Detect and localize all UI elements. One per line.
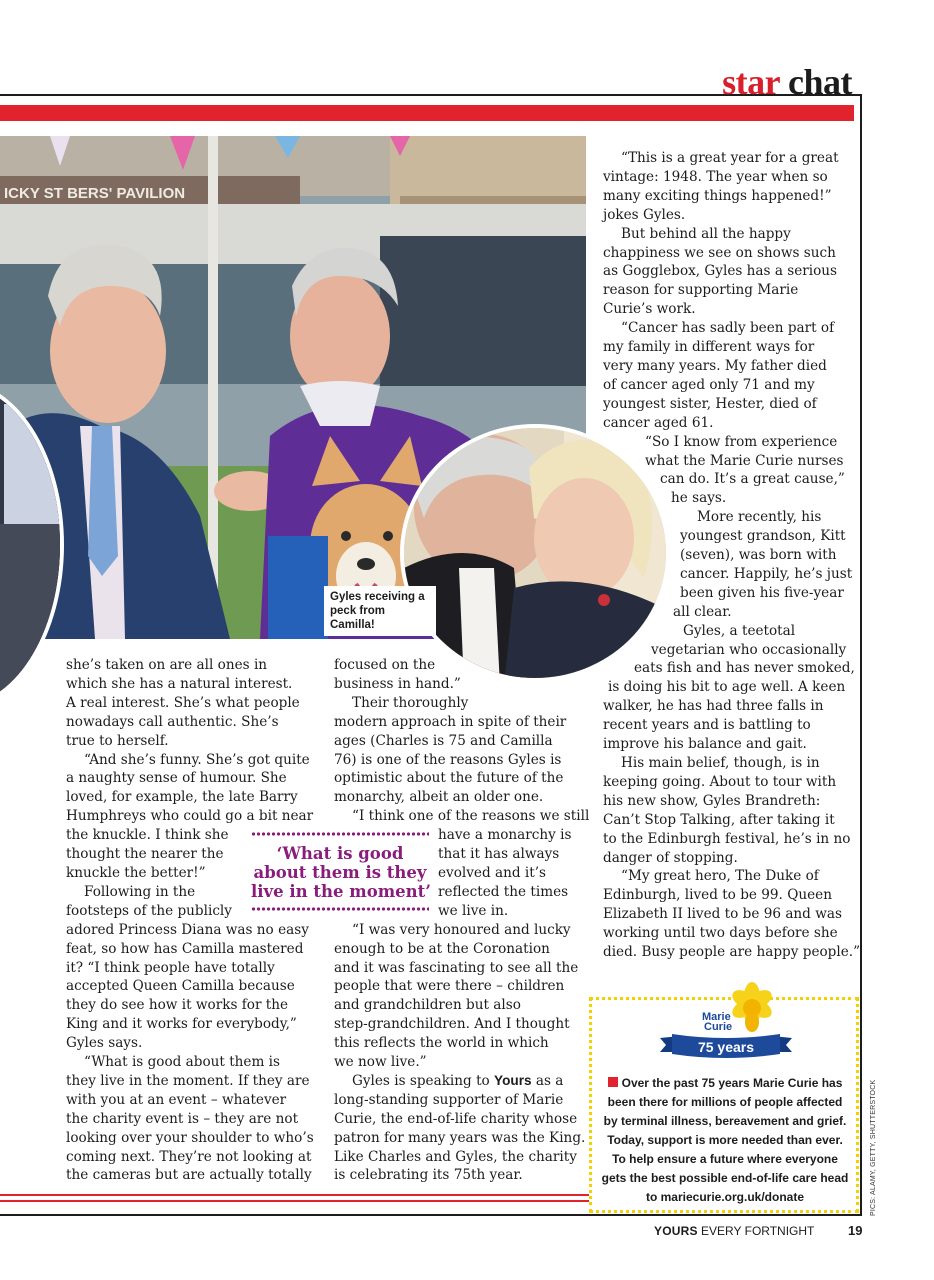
column-1-line: looking over your shoulder to who’s xyxy=(66,1129,314,1146)
column-3-line: jokes Gyles. xyxy=(603,206,686,223)
pull-quote-line: about them is they xyxy=(253,863,427,882)
marie-curie-text-line: been there for millions of people affected xyxy=(607,1095,843,1109)
column-2-line-end: as a xyxy=(531,1072,564,1089)
section-title xyxy=(722,62,852,102)
column-1-line: Humphreys who could go a bit near xyxy=(66,808,314,825)
column-2-line: business in hand.” xyxy=(334,675,461,692)
column-3-line: “Cancer has sadly been part of xyxy=(621,320,835,337)
column-2-line: monarchy, albeit an older one. xyxy=(334,789,544,806)
column-3-line: is doing his bit to age well. A keen xyxy=(608,679,846,696)
marie-curie-text-line: To help ensure a future where everyone xyxy=(612,1152,838,1166)
column-3-line: Curie’s work. xyxy=(603,301,696,318)
column-3-line: to the Edinburgh festival, he’s in no xyxy=(603,830,851,847)
pavilion-banner-text: ICKY ST BERS' PAVILION xyxy=(4,185,186,202)
column-2-line: is celebrating its 75th year. xyxy=(334,1167,523,1184)
column-2-line: that it has always xyxy=(438,846,560,863)
article-column-3 xyxy=(603,149,861,962)
column-2-line: and grandchildren but also xyxy=(334,997,521,1014)
article-column-1 xyxy=(66,656,312,1185)
section-title-star: star xyxy=(722,62,780,102)
column-3-line: of cancer aged only 71 and my xyxy=(603,376,815,393)
column-2-line: patron for many years was the King. xyxy=(334,1129,586,1146)
column-3-line: (seven), was born with xyxy=(680,547,837,564)
column-3-line: vintage: 1948. The year when so xyxy=(603,168,828,185)
marie-curie-daffodil-logo xyxy=(646,970,806,1078)
column-2-line: evolved and it’s xyxy=(438,864,546,881)
marie-curie-ribbon-text: 75 years xyxy=(697,1039,755,1055)
column-1-line: “What is good about them is xyxy=(84,1054,281,1071)
column-3-line: eats fish and has never smoked, xyxy=(634,660,855,677)
column-1-line: she’s taken on are all ones in xyxy=(66,657,268,673)
bottom-red-rules xyxy=(0,1194,589,1208)
column-3-line: “My great hero, The Duke of xyxy=(621,868,819,885)
column-3-line: Gyles, a teetotal xyxy=(683,622,796,639)
column-2-line: modern approach in spite of their xyxy=(334,713,567,730)
column-1-line: it? “I think people have totally xyxy=(66,959,275,976)
photo-caption: Gyles receiving a peck from Camilla! xyxy=(324,586,436,636)
column-3-line: reason for supporting Marie xyxy=(603,282,799,299)
header-rule xyxy=(0,94,704,96)
column-1-line: nowadays call authentic. She’s xyxy=(66,713,279,730)
column-3-line: all clear. xyxy=(673,603,732,620)
column-1-line: the cameras but are actually totally xyxy=(66,1167,312,1184)
yours-magazine-name: Yours xyxy=(494,1072,532,1088)
marie-curie-donate-url[interactable]: to mariecurie.org.uk/donate xyxy=(645,1190,805,1204)
column-2-line-start: Gyles is speaking to xyxy=(352,1072,495,1089)
column-2-line: reflected the times xyxy=(438,883,569,900)
column-3-line: cancer. Happily, he’s just xyxy=(680,565,853,582)
column-3-line: Can’t Stop Talking, after taking it xyxy=(603,811,835,828)
column-2-line: Their thoroughly xyxy=(352,694,469,711)
footer-brand: YOURS xyxy=(654,1224,698,1238)
bottom-red-rule-1 xyxy=(0,1194,589,1196)
column-3-line: he says. xyxy=(671,490,727,507)
column-3-line: working until two days before she xyxy=(603,925,838,942)
column-2-line: have a monarchy is xyxy=(438,827,572,844)
marie-curie-appeal-text xyxy=(600,1074,850,1207)
page-number: 19 xyxy=(848,1223,863,1238)
column-3-line: as Gogglebox, Gyles has a serious xyxy=(603,263,838,280)
column-2-line-yours xyxy=(334,1072,584,1091)
column-1-line: with you at an event – whatever xyxy=(66,1091,287,1108)
column-3-line: very many years. My father died xyxy=(603,357,827,374)
column-1-line: which she has a natural interest. xyxy=(66,675,293,692)
column-3-line: his new show, Gyles Brandreth: xyxy=(603,792,821,809)
column-1-line: the charity event is – they are not xyxy=(66,1110,299,1127)
column-1-line: A real interest. She’s what people xyxy=(66,694,300,711)
pull-quote xyxy=(251,832,432,911)
column-3-line: keeping going. About to tour with xyxy=(603,773,837,790)
column-2-line: 76) is one of the reasons Gyles is xyxy=(334,751,562,768)
marie-curie-logo-line2: Curie xyxy=(704,1021,733,1033)
column-3-line: More recently, his xyxy=(697,509,822,526)
column-1-line: coming next. They’re not looking at xyxy=(66,1148,312,1165)
column-3-line: Elizabeth II lived to be 96 and was xyxy=(603,906,842,923)
column-2-line: and it was fascinating to see all the xyxy=(334,959,579,976)
pull-quote-text xyxy=(251,836,432,907)
column-2-line: “I think one of the reasons we still xyxy=(352,808,590,825)
column-1-line: “And she’s funny. She’s got quite xyxy=(84,751,310,768)
column-2-line: we now live.” xyxy=(334,1054,427,1071)
column-3-line: vegetarian who occasionally xyxy=(651,641,847,658)
marie-curie-donation-box xyxy=(589,997,859,1213)
column-3-line: can do. It’s a great cause,” xyxy=(660,471,845,488)
column-3-line: walker, he has had three falls in xyxy=(603,698,824,715)
column-2-line: step-grandchildren. And I thought xyxy=(334,1016,570,1033)
column-3-line: died. Busy people are happy people.” xyxy=(603,944,861,961)
pull-quote-dots-bottom xyxy=(251,907,429,911)
pull-quote-line: ‘What is good xyxy=(276,844,404,863)
column-3-line: danger of stopping. xyxy=(603,849,738,866)
section-title-chat: chat xyxy=(788,62,852,102)
photo-credit-text: PICS: ALAMY, GETTY, SHUTTERSTOCK xyxy=(870,1079,877,1216)
column-3-line: His main belief, though, is in xyxy=(621,755,820,771)
marie-curie-text-line xyxy=(600,1074,850,1093)
column-1-line: King and it works for everybody,” xyxy=(66,1016,297,1033)
column-2-line: people that were there – children xyxy=(334,978,565,995)
column-3-line: recent years and is battling to xyxy=(603,717,811,734)
column-1-line: they do see how it works for the xyxy=(66,997,289,1014)
page-footer xyxy=(654,1224,814,1238)
red-square-bullet-icon xyxy=(608,1077,618,1087)
column-1-line: feat, so how has Camilla mastered xyxy=(66,940,304,957)
column-3-line: But behind all the happy xyxy=(621,225,791,242)
column-1-line: thought the nearer the xyxy=(66,846,224,863)
column-1-line: knuckle the better!” xyxy=(66,864,206,881)
column-3-line: “So I know from experience xyxy=(645,433,838,450)
frame-bottom-rule xyxy=(0,1214,862,1216)
column-2-line: enough to be at the Coronation xyxy=(334,940,550,957)
column-3-line: many exciting things happened!” xyxy=(603,187,832,204)
marie-curie-text-line: Today, support is more needed than ever. xyxy=(607,1133,843,1147)
column-3-line: Edinburgh, lived to be 99. Queen xyxy=(603,887,832,904)
pull-quote-line: live in the moment’ xyxy=(251,882,432,901)
column-1-line: they live in the moment. If they are xyxy=(66,1072,310,1089)
column-1-line: true to herself. xyxy=(66,732,169,749)
column-3-line: youngest grandson, Kitt xyxy=(680,528,846,545)
marie-curie-text-first: Over the past 75 years Marie Curie has xyxy=(621,1076,843,1090)
column-3-line: youngest sister, Hester, died of xyxy=(603,395,817,412)
photo-credit xyxy=(866,1079,884,1216)
column-3-line: been given his five-year xyxy=(680,584,844,601)
column-1-line: the knuckle. I think she xyxy=(66,827,229,844)
column-1-line: a naughty sense of humour. She xyxy=(66,770,287,787)
marie-curie-text-line: gets the best possible end-of-life care head xyxy=(601,1171,849,1185)
column-1-line: loved, for example, the late Barry xyxy=(66,789,298,806)
column-2-line: optimistic about the future of the xyxy=(334,770,564,787)
column-2-line: Like Charles and Gyles, the charity xyxy=(334,1148,577,1165)
column-3-line: cancer aged 61. xyxy=(603,414,714,431)
marie-curie-logo-line1: Marie xyxy=(702,1011,731,1023)
article-column-2 xyxy=(334,656,590,1185)
footer-tagline: EVERY FORTNIGHT xyxy=(701,1224,815,1238)
column-2-line: Curie, the end-of-life charity whose xyxy=(334,1110,578,1127)
column-1-line: adored Princess Diana was no easy xyxy=(66,921,309,938)
column-3-line: chappiness we see on shows such xyxy=(603,244,836,261)
frame-right-rule xyxy=(860,94,862,1216)
bottom-red-rule-2 xyxy=(0,1200,589,1202)
column-2-line: this reflects the world in which xyxy=(334,1035,549,1052)
column-2-line: ages (Charles is 75 and Camilla xyxy=(334,732,553,749)
column-2-line: focused on the xyxy=(334,657,436,673)
column-3-line: “This is a great year for a great xyxy=(621,150,839,166)
column-1-line: footsteps of the publicly xyxy=(66,902,232,919)
column-3-line: my family in different ways for xyxy=(603,339,815,356)
column-3-line: what the Marie Curie nurses xyxy=(645,452,844,469)
red-banner-bar xyxy=(0,105,854,121)
column-2-line: we live in. xyxy=(438,902,509,919)
column-3-line: improve his balance and gait. xyxy=(603,736,807,753)
marie-curie-text-line: by terminal illness, bereavement and grief. xyxy=(603,1114,847,1128)
column-2-line: “I was very honoured and lucky xyxy=(352,921,571,938)
column-2-line: long-standing supporter of Marie xyxy=(334,1091,564,1108)
column-1-line: Following in the xyxy=(84,883,196,900)
column-1-line: accepted Queen Camilla because xyxy=(66,978,295,995)
column-1-line: Gyles says. xyxy=(66,1035,143,1052)
